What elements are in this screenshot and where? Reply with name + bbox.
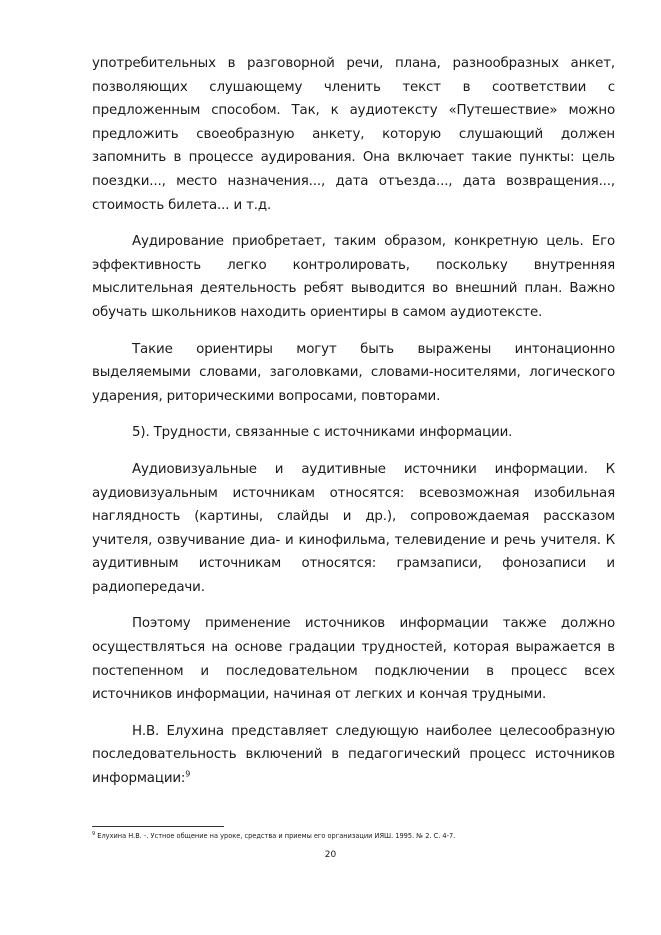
paragraph-1: употребительных в разговорной речи, плана, разнообразных анкет, позволяющих слушающему членить текст в соответствии с предложенным способом. Так, к аудиотексту «Путешествие» можно предложить своеобразную анкету, которую слушающий должен запомнить в процессе аудирования. Она включает такие пункты: цель поездки..., место назначения..., дата отъезда..., дата возвращения..., стоимость билета... и т.д. — [92, 56, 615, 213]
footnote-text: Елухина Н.В. -. Устное общение на уроке, средства и приемы его организации ИЯШ. 1995. № 2. С. 4-7. — [97, 832, 456, 840]
footnote-reference[interactable]: 9 — [185, 769, 191, 779]
page-number: 20 — [324, 850, 337, 860]
paragraph-6 — [92, 720, 615, 791]
paragraph-2: Аудирование приобретает, таким образом, конкретную цель. Его эффективность легко контролировать, поскольку внутренняя мыслительная деятельность ребят выводится во внешний план. Важно обучать школьников находить ориентиры в самом аудиотексте. — [92, 234, 615, 320]
footnote-marker: 9 — [92, 830, 96, 837]
section-heading-5: 5). Трудности, связанные с источниками информации. — [132, 425, 513, 441]
footnote-separator — [92, 826, 224, 827]
footnote — [92, 831, 615, 841]
page-body — [92, 52, 615, 804]
paragraph-5: Поэтому применение источников информации также должно осуществляться на основе градации трудностей, которая выражается в постепенном и последовательном подключении в процесс всех источников информации, начиная от легких и кончая трудными. — [92, 616, 615, 703]
paragraph-3: Такие ориентиры могут быть выражены интонационно выделяемыми словами, заголовками, словами-носителями, логического ударения, риторическими вопросами, повторами. — [92, 341, 615, 404]
paragraph-6-text: Н.В. Елухина представляет следующую наиболее целесообразную последовательность включений в педагогический процесс источников информации: — [92, 723, 615, 787]
paragraph-4: Аудиовизуальные и аудитивные источники информации. К аудиовизуальным источникам относятся: всевозможная изобильная наглядность (картины, слайды и др.), сопровождаемая рассказом учителя, озвучивание диа- и кинофильма, телевидение и речь учителя. К аудитивным источникам относятся: грамзаписи, фонозаписи и радиопередачи. — [92, 461, 615, 595]
